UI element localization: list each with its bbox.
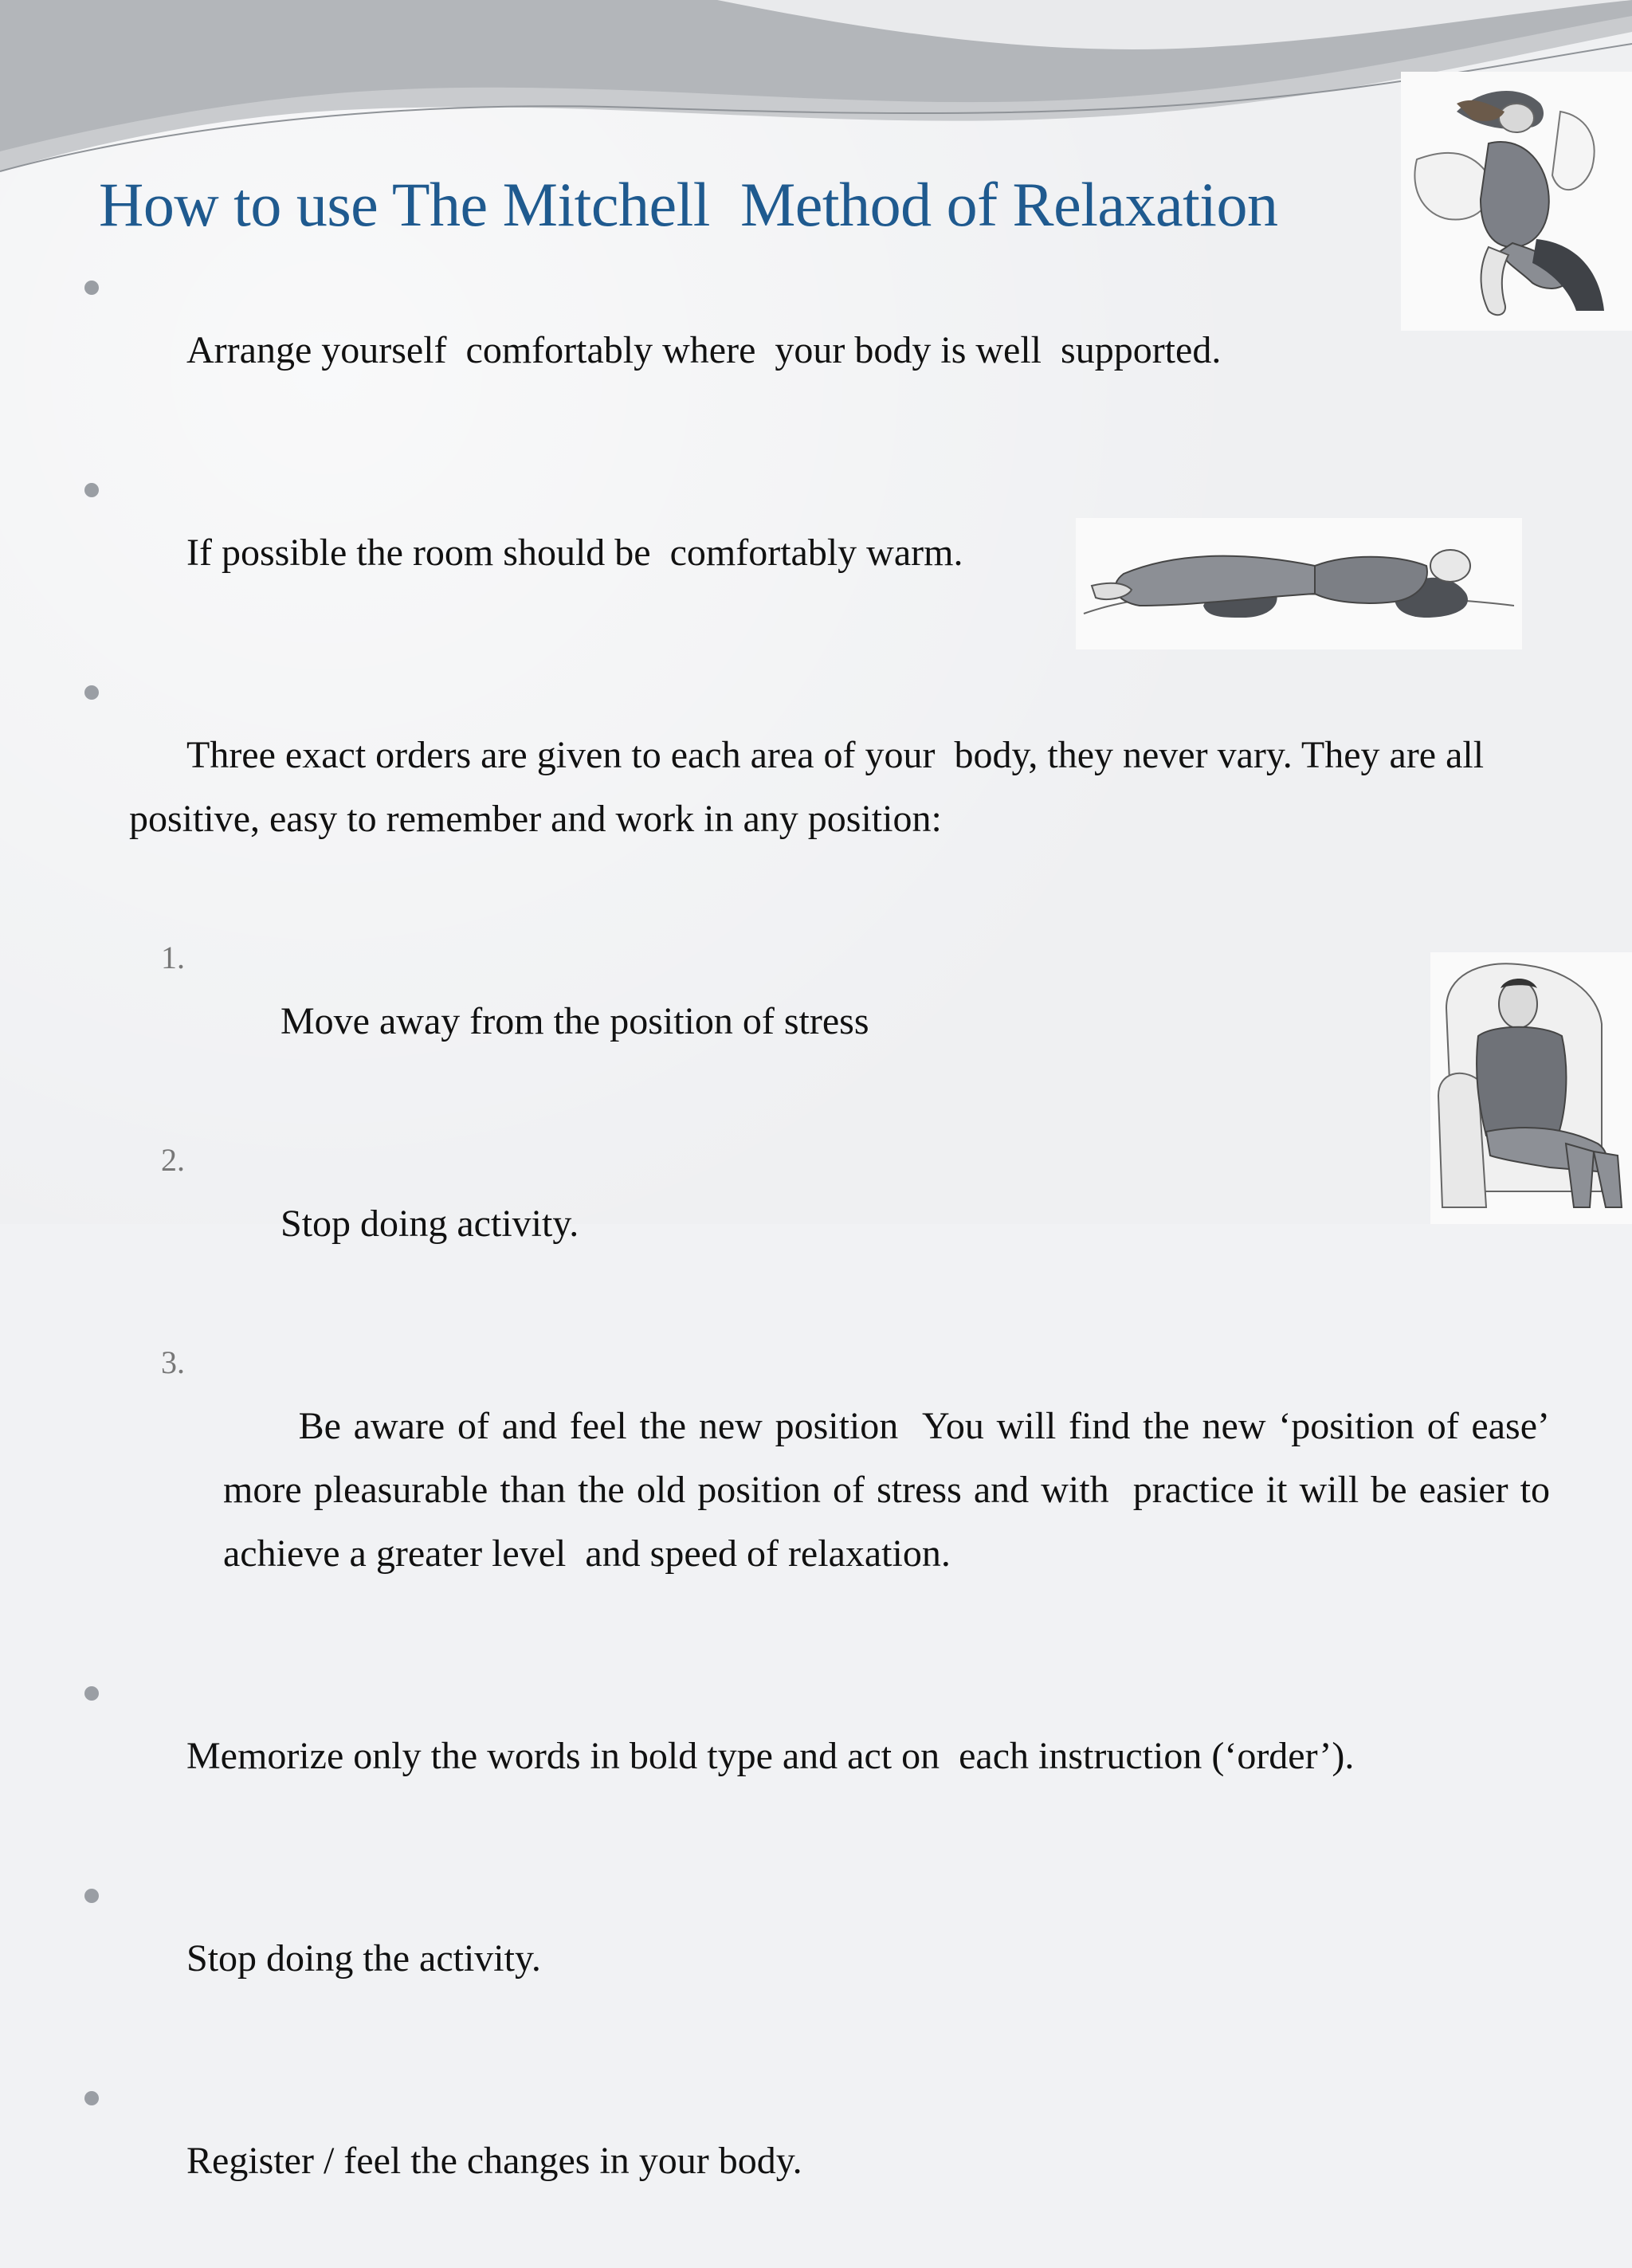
list-number: 1. <box>161 940 185 975</box>
lying-person-illustration <box>1076 518 1522 649</box>
decorative-top-wave <box>0 0 1632 191</box>
list-number: 2. <box>161 1142 185 1178</box>
slide-title: How to use The Mitchell Method of Relaxation <box>99 170 1278 239</box>
bullet-item <box>80 2066 1550 2257</box>
seated-man-illustration <box>1430 952 1632 1224</box>
list-number: 3. <box>161 1344 185 1380</box>
bullet-text: Arrange yourself comfortably where your body is well supported. <box>186 329 1222 371</box>
bullet-dot-icon <box>84 2091 99 2105</box>
bullet-text: Stop doing the activity. <box>186 1937 541 1980</box>
numbered-text: Be aware of and feel the new position You will find the new ‘position of ease’ more pleasurable than the old position of stress and with practice it will be easier to achieve a greater level and speed of relaxation. <box>223 1405 1560 1575</box>
bullet-text: Register / feel the changes in your body. <box>186 2140 802 2182</box>
bullet-item <box>80 1863 1550 2054</box>
bullet-dot-icon <box>84 281 99 295</box>
numbered-item <box>80 926 1550 1117</box>
bullet-text: Three exact orders are given to each area of your body, they never vary. They are all positive, easy to remember and work in any position: <box>129 734 1494 840</box>
bullet-dot-icon <box>84 685 99 700</box>
bullet-dot-icon <box>84 1889 99 1903</box>
bullet-dot-icon <box>84 483 99 497</box>
numbered-item <box>80 1331 1560 1650</box>
numbered-item <box>80 1128 1550 1320</box>
bullet-text: Memorize only the words in bold type and act on each instruction (‘order’). <box>186 1735 1355 1777</box>
numbered-text: Move away from the position of stress <box>280 1000 869 1042</box>
bullet-item <box>80 660 1550 915</box>
bullet-item <box>80 255 1550 446</box>
side-lying-woman-illustration <box>1401 72 1632 331</box>
bullet-text: If possible the room should be comfortably warm. <box>186 532 963 574</box>
numbered-text: Stop doing activity. <box>280 1203 579 1245</box>
bullet-item <box>80 1661 1550 1852</box>
bullet-dot-icon <box>84 1686 99 1701</box>
